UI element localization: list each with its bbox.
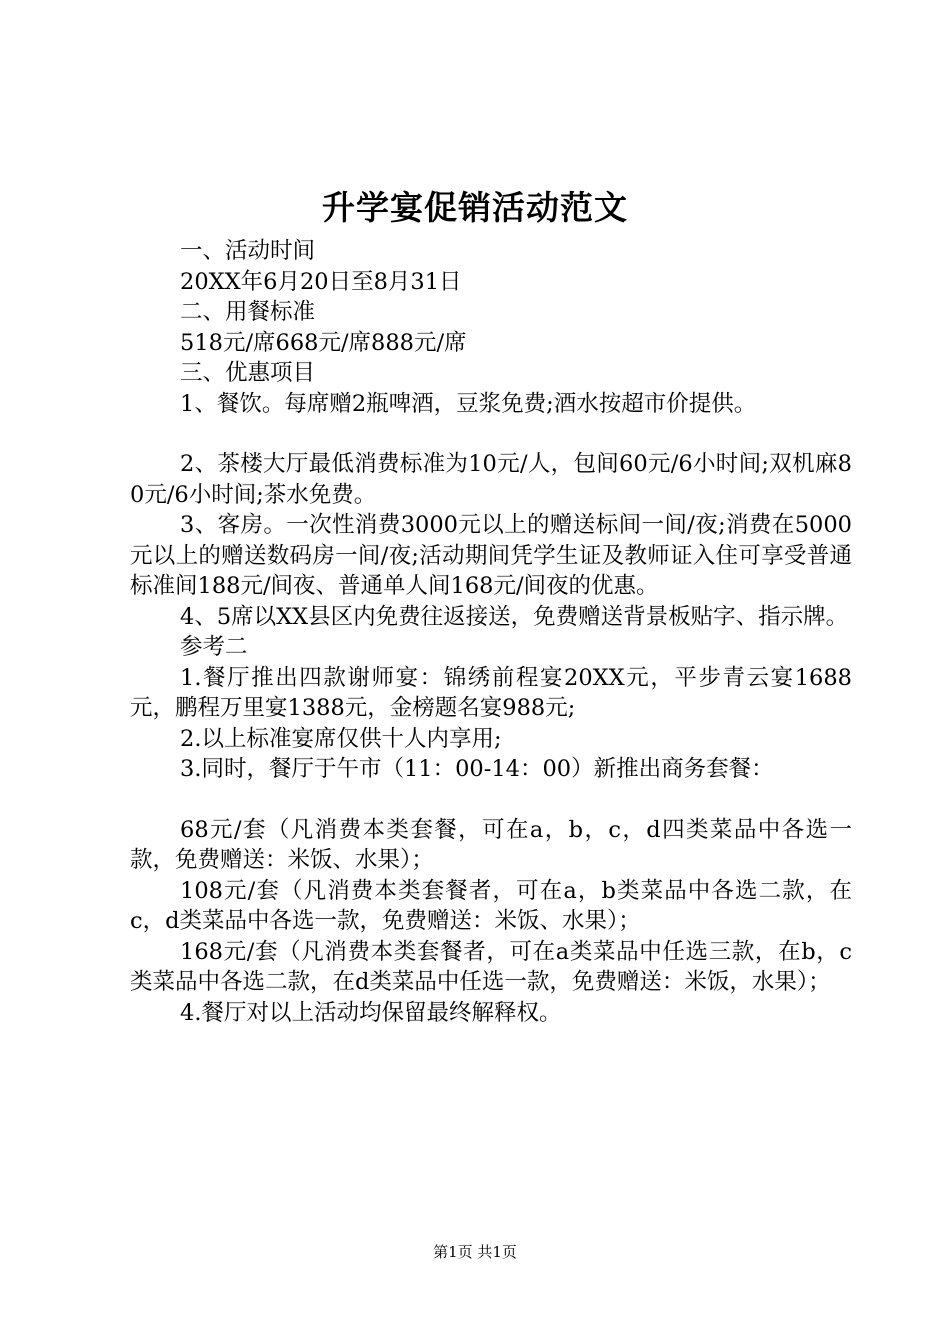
dining-standard-prices: 518元/席668元/席888元/席 [180,329,467,356]
section-heading-reference-two: 参考二 [180,634,248,660]
discount-item-dining: 1、餐饮。每席赠2瓶啤酒，豆浆免费;酒水按超市价提供。 [180,390,757,417]
section-heading-discounts: 三、优惠项目 [180,360,316,386]
reference-item-final-right: 4.餐厅对以上活动均保留最终解释权。 [180,999,562,1026]
document-title: 升学宴促销活动范文 [322,188,628,227]
reference-item-business-set: 3.同时，餐厅于午市（11：00-14：00）新推出商务套餐： [180,756,774,782]
discount-item-rooms: 3、客房。一次性消费3000元以上的赠送标间一间/夜;消费在5000元以上的赠送数码房一间/夜;活动期间凭学生证及教师证入住可享受普通标准间188元/间夜、普通单人间168元/间夜的优惠。 [130,512,852,599]
set-meal-68: 68元/套（凡消费本类套餐，可在a，b，c，d四类菜品中各选一款，免费赠送：米饭、水果）； [130,816,852,873]
set-meal-108: 108元/套（凡消费本类套餐者，可在a，b类菜品中各选二款，在c，d类菜品中各选一款，免费赠送：米饭、水果）； [130,877,852,934]
reference-item-banquets: 1.餐厅推出四款谢师宴：锦绣前程宴20XX元，平步青云宴1688元，鹏程万里宴1388元，金榜题名宴988元; [130,664,852,721]
discount-item-shuttle: 4、5席以XX县区内免费往返接送，免费赠送背景板贴字、指示牌。 [180,603,849,630]
page-footer: 第1页 共1页 [433,1243,517,1261]
reference-item-capacity: 2.以上标准宴席仅供十人内享用; [180,725,502,752]
section-heading-dining-standard: 二、用餐标准 [180,299,316,325]
section-heading-activity-time: 一、活动时间 [180,238,316,264]
document-body [130,236,852,1028]
activity-date-range: 20XX年6月20日至8月31日 [180,268,462,295]
set-meal-168: 168元/套（凡消费本类套餐者，可在a类菜品中任选三款，在b，c类菜品中各选二款，在d类菜品中任选一款，免费赠送：米饭，水果）； [130,938,852,995]
discount-item-teahouse: 2、茶楼大厅最低消费标准为10元/人，包间60元/6小时间;双机麻80元/6小时间;茶水免费。 [130,451,852,508]
